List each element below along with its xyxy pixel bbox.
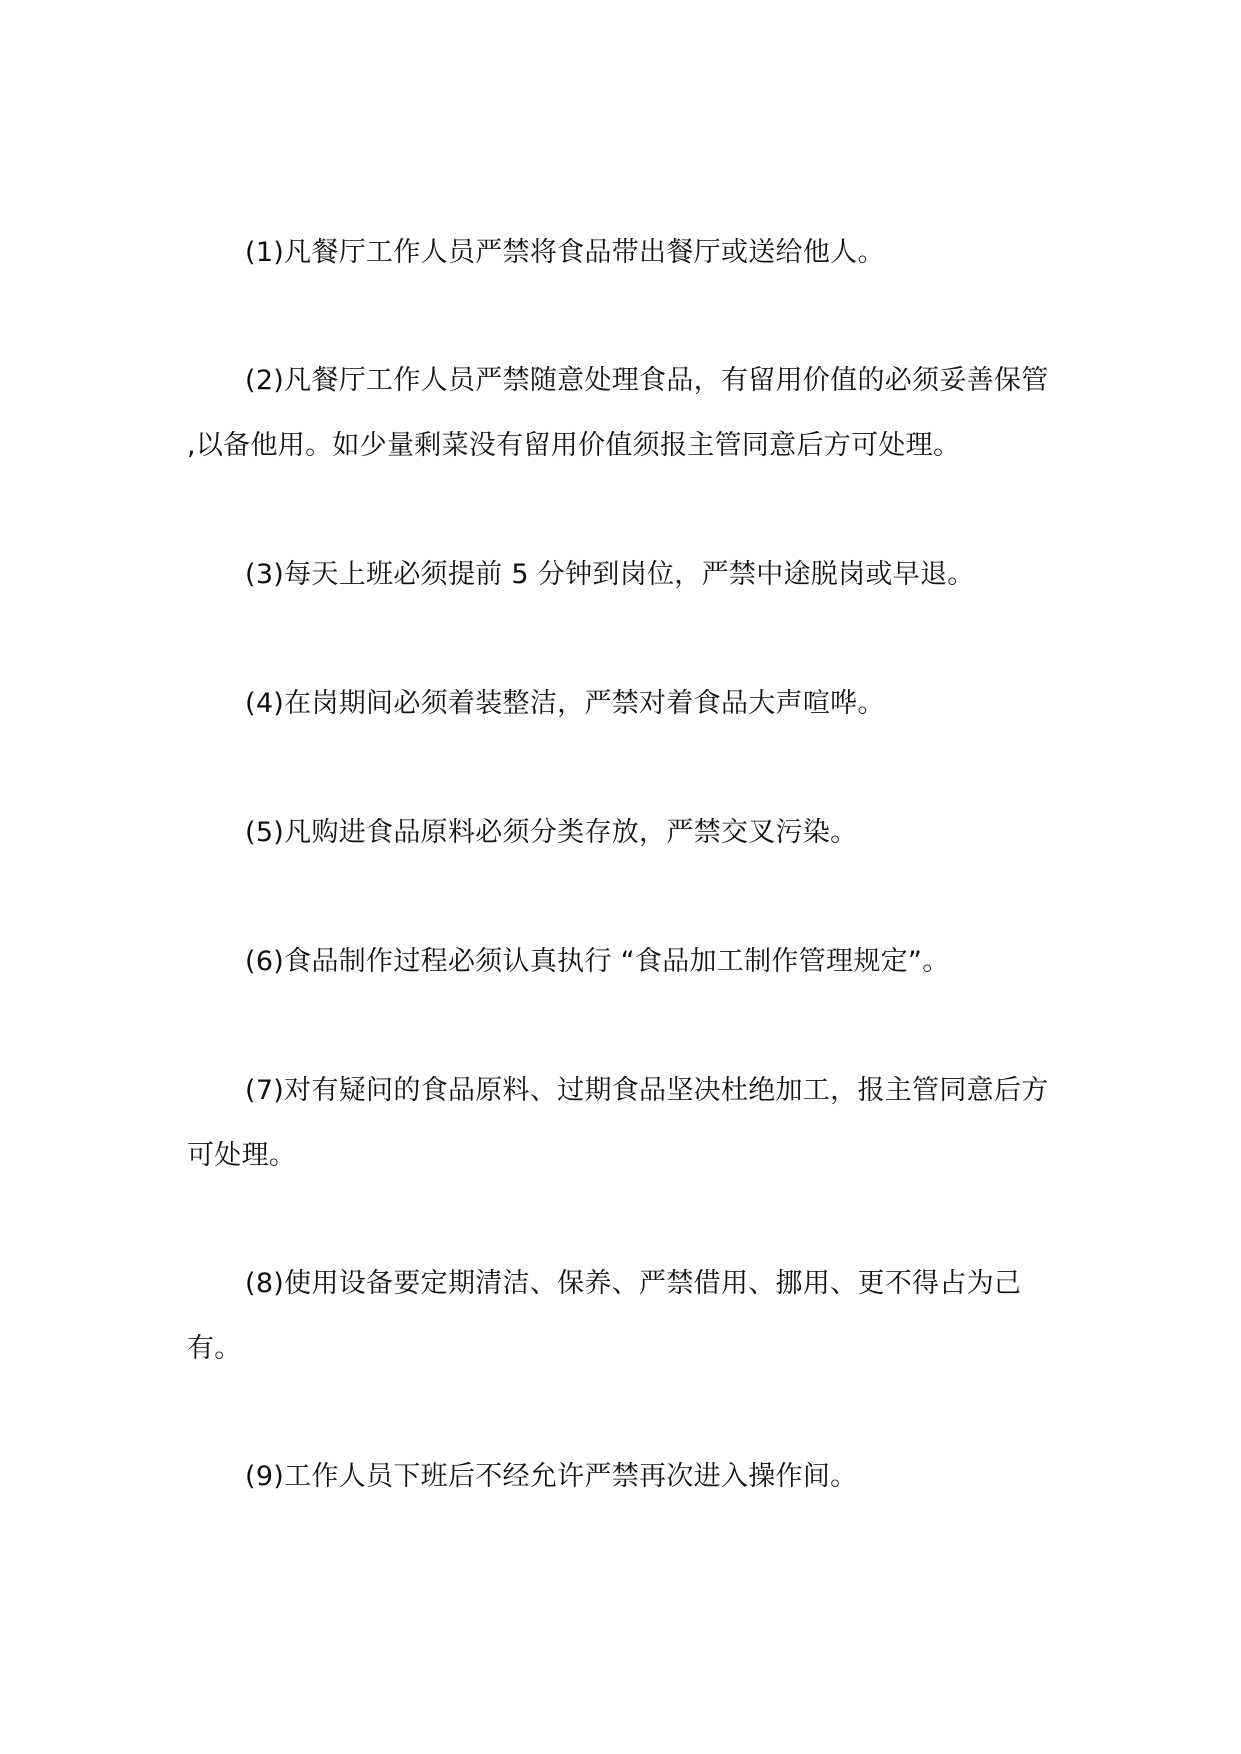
rule-paragraph-7: (7)对有疑问的食品原料、过期食品坚决杜绝加工，报主管同意后方可处理。 (187, 1075, 1049, 1171)
rule-paragraph-2: (2)凡餐厅工作人员严禁随意处理食品，有留用价值的必须妥善保管 ,以备他用。如少量剩菜没有留用价值须报主管同意后方可处理。 (187, 365, 1049, 461)
rule-paragraph-5: (5)凡购进食品原料必须分类存放，严禁交叉污染。 (245, 817, 858, 848)
rule-paragraph-4: (4)在岗期间必须着装整洁，严禁对着食品大声喧哗。 (245, 688, 885, 719)
rule-paragraph-6: (6)食品制作过程必须认真执行 “食品加工制作管理规定”。 (245, 946, 950, 977)
rule-paragraph-9: (9)工作人员下班后不经允许严禁再次进入操作间。 (245, 1461, 858, 1492)
rule-paragraph-3: (3)每天上班必须提前 5 分钟到岗位，严禁中途脱岗或早退。 (245, 559, 975, 590)
rule-paragraph-1: (1)凡餐厅工作人员严禁将食品带出餐厅或送给他人。 (245, 237, 885, 268)
rule-paragraph-8: (8)使用设备要定期清洁、保养、严禁借用、挪用、更不得占为己有。 (187, 1268, 1022, 1364)
